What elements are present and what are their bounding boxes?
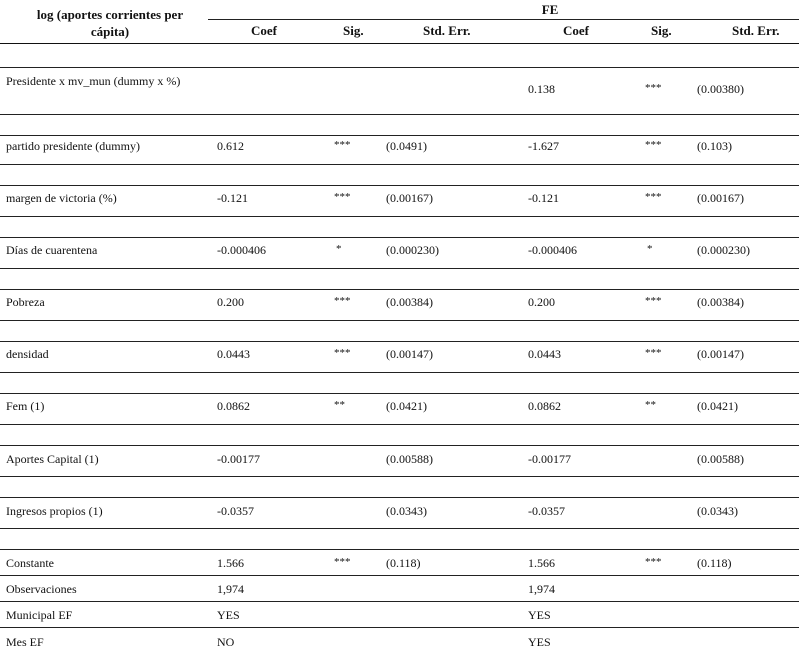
rule-5 xyxy=(0,320,799,321)
sig-1: ** xyxy=(334,399,345,411)
coef-2: 1.566 xyxy=(528,556,555,570)
footer-label: Observaciones xyxy=(6,582,77,596)
row-label: Aportes Capital (1) xyxy=(6,452,99,466)
coef-1: -0.121 xyxy=(217,191,248,205)
footer-value-2: 1,974 xyxy=(528,582,555,596)
stderr-2: (0.0421) xyxy=(697,399,738,413)
sig-2: *** xyxy=(645,191,662,203)
sig-1: *** xyxy=(334,347,351,359)
row-label: densidad xyxy=(6,347,49,361)
stderr-2: (0.118) xyxy=(697,556,732,570)
rule-10 xyxy=(0,575,799,576)
coef-1: 0.0862 xyxy=(217,399,250,413)
coef-2: -1.627 xyxy=(528,139,559,153)
row-label: Pobreza xyxy=(6,295,45,309)
rule-6 xyxy=(0,372,799,373)
sig-2: *** xyxy=(645,556,662,568)
coef-2: 0.0443 xyxy=(528,347,561,361)
col-sig-1: Sig. xyxy=(343,23,364,38)
group-underline xyxy=(208,19,799,20)
fe-group-title: FE xyxy=(541,2,559,17)
stderr-1: (0.118) xyxy=(386,556,421,570)
stderr-2: (0.00147) xyxy=(697,347,744,361)
row-label: Presidente x mv_mun (dummy x %) xyxy=(6,74,181,88)
rule-8 xyxy=(0,476,799,477)
rule-2 xyxy=(0,164,799,165)
footer-value-2: YES xyxy=(528,608,551,622)
footer-value-1: NO xyxy=(217,635,235,649)
rule-1 xyxy=(0,114,799,115)
stderr-2: (0.00384) xyxy=(697,295,744,309)
stderr-2: (0.0343) xyxy=(697,504,738,518)
stderr-1: (0.00167) xyxy=(386,191,433,205)
row-label: Ingresos propios (1) xyxy=(6,504,103,518)
sig-2: ** xyxy=(645,399,656,411)
stderr-1: (0.0421) xyxy=(386,399,427,413)
coef-1: 0.200 xyxy=(217,295,244,309)
sig-2: *** xyxy=(645,347,662,359)
coef-1: -0.0357 xyxy=(217,504,254,518)
stderr-1: (0.00384) xyxy=(386,295,433,309)
coef-1: -0.000406 xyxy=(217,243,266,257)
coef-1: 0.0443 xyxy=(217,347,250,361)
stderr-1: (0.00588) xyxy=(386,452,433,466)
coef-2: 0.138 xyxy=(528,82,555,96)
stderr-2: (0.103) xyxy=(697,139,732,153)
sig-1: * xyxy=(336,243,342,255)
rule-0 xyxy=(0,67,799,68)
coef-2: -0.00177 xyxy=(528,452,571,466)
coef-2: 0.200 xyxy=(528,295,555,309)
stderr-1: (0.0343) xyxy=(386,504,427,518)
coef-2: -0.0357 xyxy=(528,504,565,518)
col-coef-1: Coef xyxy=(251,23,277,38)
col-stderr-2: Std. Err. xyxy=(732,23,780,38)
col-sig-2: Sig. xyxy=(651,23,672,38)
stderr-2: (0.000230) xyxy=(697,243,750,257)
sig-1: *** xyxy=(334,556,351,568)
rule-1b xyxy=(0,135,799,136)
stderr-1: (0.00147) xyxy=(386,347,433,361)
sig-1: *** xyxy=(334,295,351,307)
header-bottom-rule xyxy=(0,43,799,44)
coef-2: 0.0862 xyxy=(528,399,561,413)
stderr-2: (0.00588) xyxy=(697,452,744,466)
sig-1: *** xyxy=(334,191,351,203)
footer-value-2: YES xyxy=(528,635,551,649)
dependent-variable-label: log (aportes corrientes per cápita) xyxy=(36,7,184,39)
coef-2: -0.000406 xyxy=(528,243,577,257)
stderr-2: (0.00380) xyxy=(697,82,744,96)
rule-11 xyxy=(0,601,799,602)
row-label: partido presidente (dummy) xyxy=(6,139,140,153)
footer-label: Mes EF xyxy=(6,635,44,649)
rule-4 xyxy=(0,268,799,269)
rule-12 xyxy=(0,627,799,628)
coef-2: -0.121 xyxy=(528,191,559,205)
stderr-1: (0.000230) xyxy=(386,243,439,257)
rule-8b xyxy=(0,497,799,498)
sig-1: *** xyxy=(334,139,351,151)
col-stderr-1: Std. Err. xyxy=(423,23,471,38)
sig-2: *** xyxy=(645,82,662,94)
coef-1: -0.00177 xyxy=(217,452,260,466)
row-label: margen de victoria (%) xyxy=(6,191,117,205)
rule-4b xyxy=(0,289,799,290)
rule-9b xyxy=(0,549,799,550)
rule-5b xyxy=(0,341,799,342)
rule-7 xyxy=(0,424,799,425)
coef-1: 0.612 xyxy=(217,139,244,153)
rule-3b xyxy=(0,237,799,238)
rule-9 xyxy=(0,528,799,529)
row-label: Días de cuarentena xyxy=(6,243,98,257)
rule-2b xyxy=(0,185,799,186)
rule-7b xyxy=(0,445,799,446)
footer-value-1: 1,974 xyxy=(217,582,244,596)
sig-2: *** xyxy=(645,295,662,307)
rule-6b xyxy=(0,393,799,394)
col-coef-2: Coef xyxy=(563,23,589,38)
stderr-1: (0.0491) xyxy=(386,139,427,153)
row-label: Constante xyxy=(6,556,54,570)
footer-label: Municipal EF xyxy=(6,608,73,622)
sig-2: * xyxy=(647,243,653,255)
sig-2: *** xyxy=(645,139,662,151)
stderr-2: (0.00167) xyxy=(697,191,744,205)
row-label: Fem (1) xyxy=(6,399,45,413)
rule-3 xyxy=(0,216,799,217)
coef-1: 1.566 xyxy=(217,556,244,570)
footer-value-1: YES xyxy=(217,608,240,622)
